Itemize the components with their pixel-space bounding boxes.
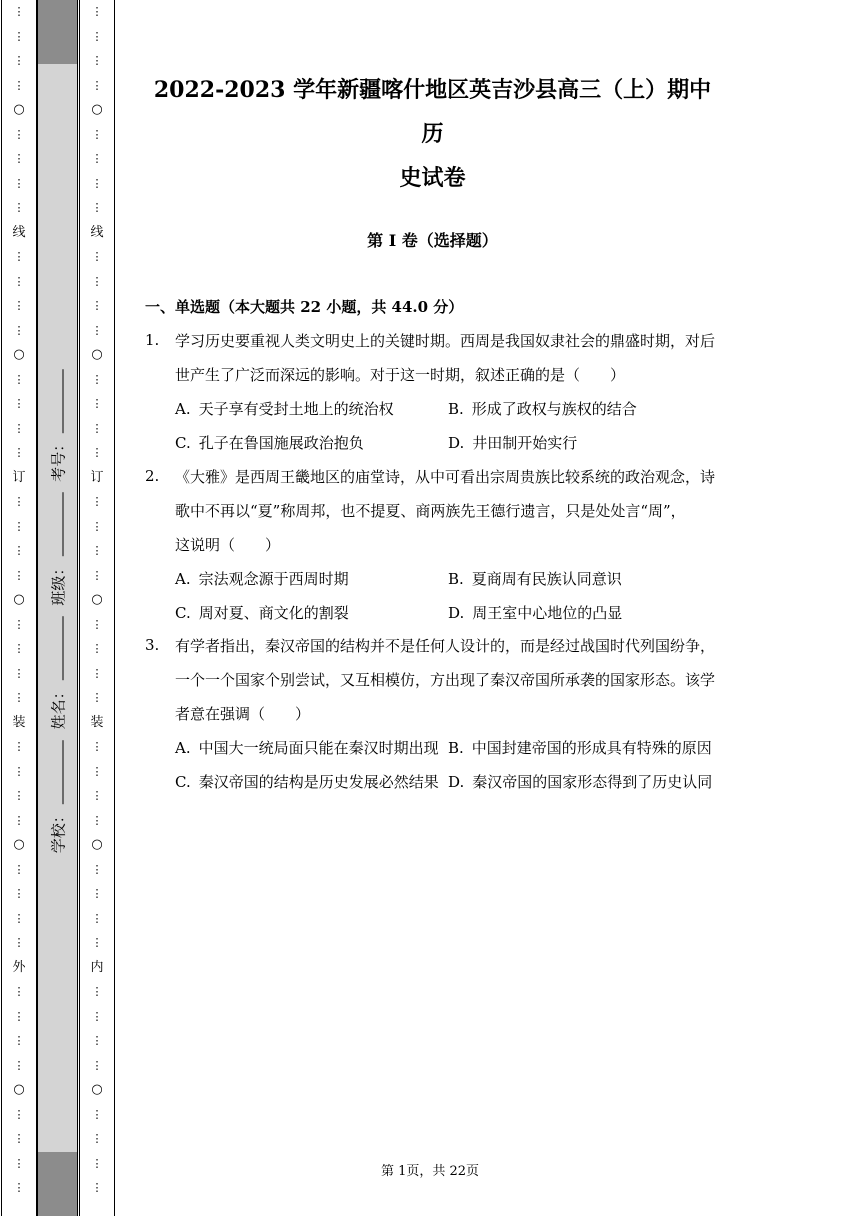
option-c[interactable] xyxy=(175,596,349,630)
strip-dots: ⋮ xyxy=(91,397,103,410)
question-number: 2. xyxy=(145,467,160,485)
strip-dots: ⋮ xyxy=(13,691,25,704)
option-text: 中国大一统局面只能在秦汉时期出现 xyxy=(198,739,439,757)
outer-binding-strip xyxy=(1,0,37,1216)
question-number: 3. xyxy=(145,636,160,654)
exam-title-line-1: 2022-2023 学年新疆喀什地区英吉沙县高三（上）期中历 xyxy=(153,77,712,147)
option-key: D. xyxy=(448,434,465,452)
class-blank[interactable] xyxy=(48,493,63,557)
strip-dots: ⋮ xyxy=(13,1058,25,1072)
strip-dots: ⋮ xyxy=(91,544,103,557)
strip-dots: ⋮ xyxy=(91,323,103,337)
strip-dots: ⋮ xyxy=(91,642,103,655)
question-stem xyxy=(175,629,720,731)
strip-dots: ⋮ xyxy=(13,764,25,778)
strip-dots: ⋮ xyxy=(13,1181,25,1194)
strip-dots: ⋮ xyxy=(91,887,103,900)
strip-dots: ⋮ xyxy=(91,29,103,43)
option-text: 秦汉帝国的国家形态得到了历史认同 xyxy=(472,773,713,791)
strip-dots: ⋮ xyxy=(91,78,103,92)
strip-circle-mark: ○ xyxy=(13,102,25,117)
strip-circle-mark: ○ xyxy=(91,837,103,852)
strip-dots: ⋮ xyxy=(13,495,25,508)
strip-character: 订 xyxy=(90,469,104,485)
strip-dots: ⋮ xyxy=(13,1034,25,1047)
strip-circle-mark: ○ xyxy=(13,1082,25,1097)
strip-dots: ⋮ xyxy=(13,127,25,141)
strip-dots: ⋮ xyxy=(13,642,25,655)
page-footer: 第 1页，共 22页 xyxy=(380,1164,480,1179)
strip-character: 订 xyxy=(12,469,26,485)
option-key: B. xyxy=(448,739,464,757)
band-top-block xyxy=(38,0,77,64)
question-1 xyxy=(145,324,720,460)
student-info-fields xyxy=(47,363,68,853)
strip-dots: ⋮ xyxy=(13,372,25,386)
options xyxy=(175,731,720,833)
strip-dots: ⋮ xyxy=(91,446,103,459)
strip-dots: ⋮ xyxy=(91,1107,103,1121)
question-number: 1. xyxy=(145,331,160,349)
strip-dots: ⋮ xyxy=(13,862,25,876)
name-label: 姓名： xyxy=(49,684,67,730)
strip-dots: ⋮ xyxy=(13,201,25,214)
option-key: C. xyxy=(175,434,191,452)
strip-dots: ⋮ xyxy=(13,544,25,557)
outer-strip-marks xyxy=(2,0,36,1201)
strip-dots: ⋮ xyxy=(13,1156,25,1170)
strip-dots: ⋮ xyxy=(91,862,103,876)
strip-dots: ⋮ xyxy=(13,54,25,67)
option-text: 宗法观念源于西周时期 xyxy=(198,570,349,588)
option-c[interactable] xyxy=(175,765,439,799)
stem-line: 学习历史要重视人类文明史上的关键时期。西周是我国奴隶社会的鼎盛时期，对后 xyxy=(175,332,716,350)
stem-line: 歌中不再以“夏”称周邦，也不提夏、商两族先王德行遗言，只是处处言“周”， xyxy=(175,502,686,520)
student-info-band xyxy=(37,0,78,1216)
strip-dots: ⋮ xyxy=(13,1009,25,1023)
strip-dots: ⋮ xyxy=(13,397,25,410)
strip-dots: ⋮ xyxy=(13,617,25,631)
option-text: 中国封建帝国的形成具有特殊的原因 xyxy=(471,739,712,757)
strip-dots: ⋮ xyxy=(91,1034,103,1047)
strip-dots: ⋮ xyxy=(13,5,25,18)
exam-title-line-2: 史试卷 xyxy=(399,165,466,191)
stem-line: 世产生了广泛而深远的影响。对于这一时期，叙述正确的是（ ） xyxy=(175,366,626,384)
strip-dots: ⋮ xyxy=(91,152,103,165)
option-a[interactable] xyxy=(175,731,439,765)
strip-dots: ⋮ xyxy=(91,1058,103,1072)
class-label: 班级： xyxy=(49,560,67,606)
question-stem xyxy=(175,460,720,562)
option-d[interactable] xyxy=(448,426,577,460)
strip-dots: ⋮ xyxy=(13,152,25,165)
strip-dots: ⋮ xyxy=(91,740,103,753)
strip-dots: ⋮ xyxy=(13,911,25,925)
strip-circle-mark: ○ xyxy=(13,592,25,607)
option-a[interactable] xyxy=(175,392,394,426)
strip-dots: ⋮ xyxy=(91,1181,103,1194)
option-text: 周对夏、商文化的割裂 xyxy=(198,604,349,622)
option-key: C. xyxy=(175,773,191,791)
strip-dots: ⋮ xyxy=(91,985,103,998)
option-text: 井田制开始实行 xyxy=(472,434,578,452)
strip-dots: ⋮ xyxy=(91,666,103,680)
strip-dots: ⋮ xyxy=(91,691,103,704)
strip-character: 线 xyxy=(90,224,104,240)
strip-dots: ⋮ xyxy=(91,764,103,778)
strip-dots: ⋮ xyxy=(91,1156,103,1170)
option-d[interactable] xyxy=(448,765,720,799)
strip-character: 线 xyxy=(12,224,26,240)
strip-dots: ⋮ xyxy=(91,568,103,582)
options xyxy=(175,562,720,630)
strip-circle-mark: ○ xyxy=(91,592,103,607)
option-key: A. xyxy=(175,739,191,757)
strip-dots: ⋮ xyxy=(91,54,103,67)
strip-dots: ⋮ xyxy=(91,519,103,533)
strip-dots: ⋮ xyxy=(91,495,103,508)
strip-dots: ⋮ xyxy=(13,29,25,43)
strip-dots: ⋮ xyxy=(13,789,25,802)
strip-dots: ⋮ xyxy=(13,1132,25,1145)
strip-circle-mark: ○ xyxy=(91,102,103,117)
strip-dots: ⋮ xyxy=(91,911,103,925)
exam-number-blank[interactable] xyxy=(48,369,63,433)
strip-dots: ⋮ xyxy=(13,936,25,949)
strip-dots: ⋮ xyxy=(13,887,25,900)
options xyxy=(175,392,720,460)
strip-character: 装 xyxy=(90,714,104,730)
strip-dots: ⋮ xyxy=(13,519,25,533)
option-text: 孔子在鲁国施展政治抱负 xyxy=(198,434,364,452)
option-key: A. xyxy=(175,400,191,418)
option-b[interactable] xyxy=(448,392,637,426)
strip-dots: ⋮ xyxy=(13,421,25,435)
strip-circle-mark: ○ xyxy=(13,347,25,362)
option-text: 秦汉帝国的结构是历史发展必然结果 xyxy=(198,773,439,791)
school-label: 学校： xyxy=(49,808,67,854)
strip-dots: ⋮ xyxy=(91,250,103,263)
strip-dots: ⋮ xyxy=(13,985,25,998)
stem-line: 《大雅》是西周王畿地区的庙堂诗，从中可看出宗周贵族比较系统的政治观念，诗 xyxy=(175,468,716,486)
exam-title xyxy=(145,68,720,200)
school-blank[interactable] xyxy=(48,740,63,804)
strip-dots: ⋮ xyxy=(91,1132,103,1145)
strip-character: 装 xyxy=(12,714,26,730)
strip-dots: ⋮ xyxy=(91,1009,103,1023)
option-c[interactable] xyxy=(175,426,364,460)
strip-dots: ⋮ xyxy=(13,740,25,753)
strip-dots: ⋮ xyxy=(91,176,103,190)
strip-dots: ⋮ xyxy=(91,789,103,802)
strip-dots: ⋮ xyxy=(91,201,103,214)
strip-dots: ⋮ xyxy=(13,1107,25,1121)
stem-line: 一个一个国家个别尝试，又互相模仿，方出现了秦汉帝国所承袭的国家形态。该学 xyxy=(175,671,716,689)
option-text: 天子享有受封土地上的统治权 xyxy=(198,400,394,418)
strip-dots: ⋮ xyxy=(91,299,103,312)
strip-dots: ⋮ xyxy=(13,568,25,582)
inner-strip-marks xyxy=(80,0,114,1201)
stem-line: 有学者指出，秦汉帝国的结构并不是任何人设计的，而是经过战国时代列国纷争， xyxy=(175,637,716,655)
strip-dots: ⋮ xyxy=(13,666,25,680)
strip-dots: ⋮ xyxy=(13,78,25,92)
name-blank[interactable] xyxy=(48,616,63,680)
option-key: D. xyxy=(448,773,465,791)
strip-dots: ⋮ xyxy=(13,323,25,337)
strip-dots: ⋮ xyxy=(13,813,25,827)
strip-dots: ⋮ xyxy=(91,127,103,141)
option-a[interactable] xyxy=(175,562,349,596)
strip-circle-mark: ○ xyxy=(91,1082,103,1097)
option-key: C. xyxy=(175,604,191,622)
question-3 xyxy=(145,629,720,833)
option-key: A. xyxy=(175,570,191,588)
question-2 xyxy=(145,460,720,630)
strip-dots: ⋮ xyxy=(13,250,25,263)
strip-dots: ⋮ xyxy=(91,5,103,18)
strip-dots: ⋮ xyxy=(91,421,103,435)
strip-dots: ⋮ xyxy=(91,274,103,288)
strip-character: 内 xyxy=(90,959,104,975)
option-text: 夏商周有民族认同意识 xyxy=(471,570,622,588)
option-text: 周王室中心地位的凸显 xyxy=(472,604,623,622)
stem-line: 者意在强调（ ） xyxy=(175,705,311,723)
part-heading: 一、单选题（本大题共 22 小题，共 44.0 分） xyxy=(145,298,464,316)
section-title: 第 I 卷（选择题） xyxy=(367,231,498,250)
strip-dots: ⋮ xyxy=(91,372,103,386)
option-key: B. xyxy=(448,570,464,588)
strip-character: 外 xyxy=(12,959,26,975)
exam-number-label: 考号： xyxy=(49,436,67,482)
strip-dots: ⋮ xyxy=(91,813,103,827)
strip-dots: ⋮ xyxy=(13,274,25,288)
strip-circle-mark: ○ xyxy=(91,347,103,362)
strip-circle-mark: ○ xyxy=(13,837,25,852)
option-text: 形成了政权与族权的结合 xyxy=(471,400,637,418)
option-key: B. xyxy=(448,400,464,418)
strip-dots: ⋮ xyxy=(13,299,25,312)
question-stem xyxy=(175,324,720,392)
option-b[interactable] xyxy=(448,731,712,765)
inner-binding-strip xyxy=(79,0,115,1216)
strip-dots: ⋮ xyxy=(13,176,25,190)
stem-line: 这说明（ ） xyxy=(175,536,281,554)
option-key: D. xyxy=(448,604,465,622)
option-d[interactable] xyxy=(448,596,622,630)
strip-dots: ⋮ xyxy=(91,617,103,631)
strip-dots: ⋮ xyxy=(13,446,25,459)
strip-dots: ⋮ xyxy=(91,936,103,949)
option-b[interactable] xyxy=(448,562,622,596)
